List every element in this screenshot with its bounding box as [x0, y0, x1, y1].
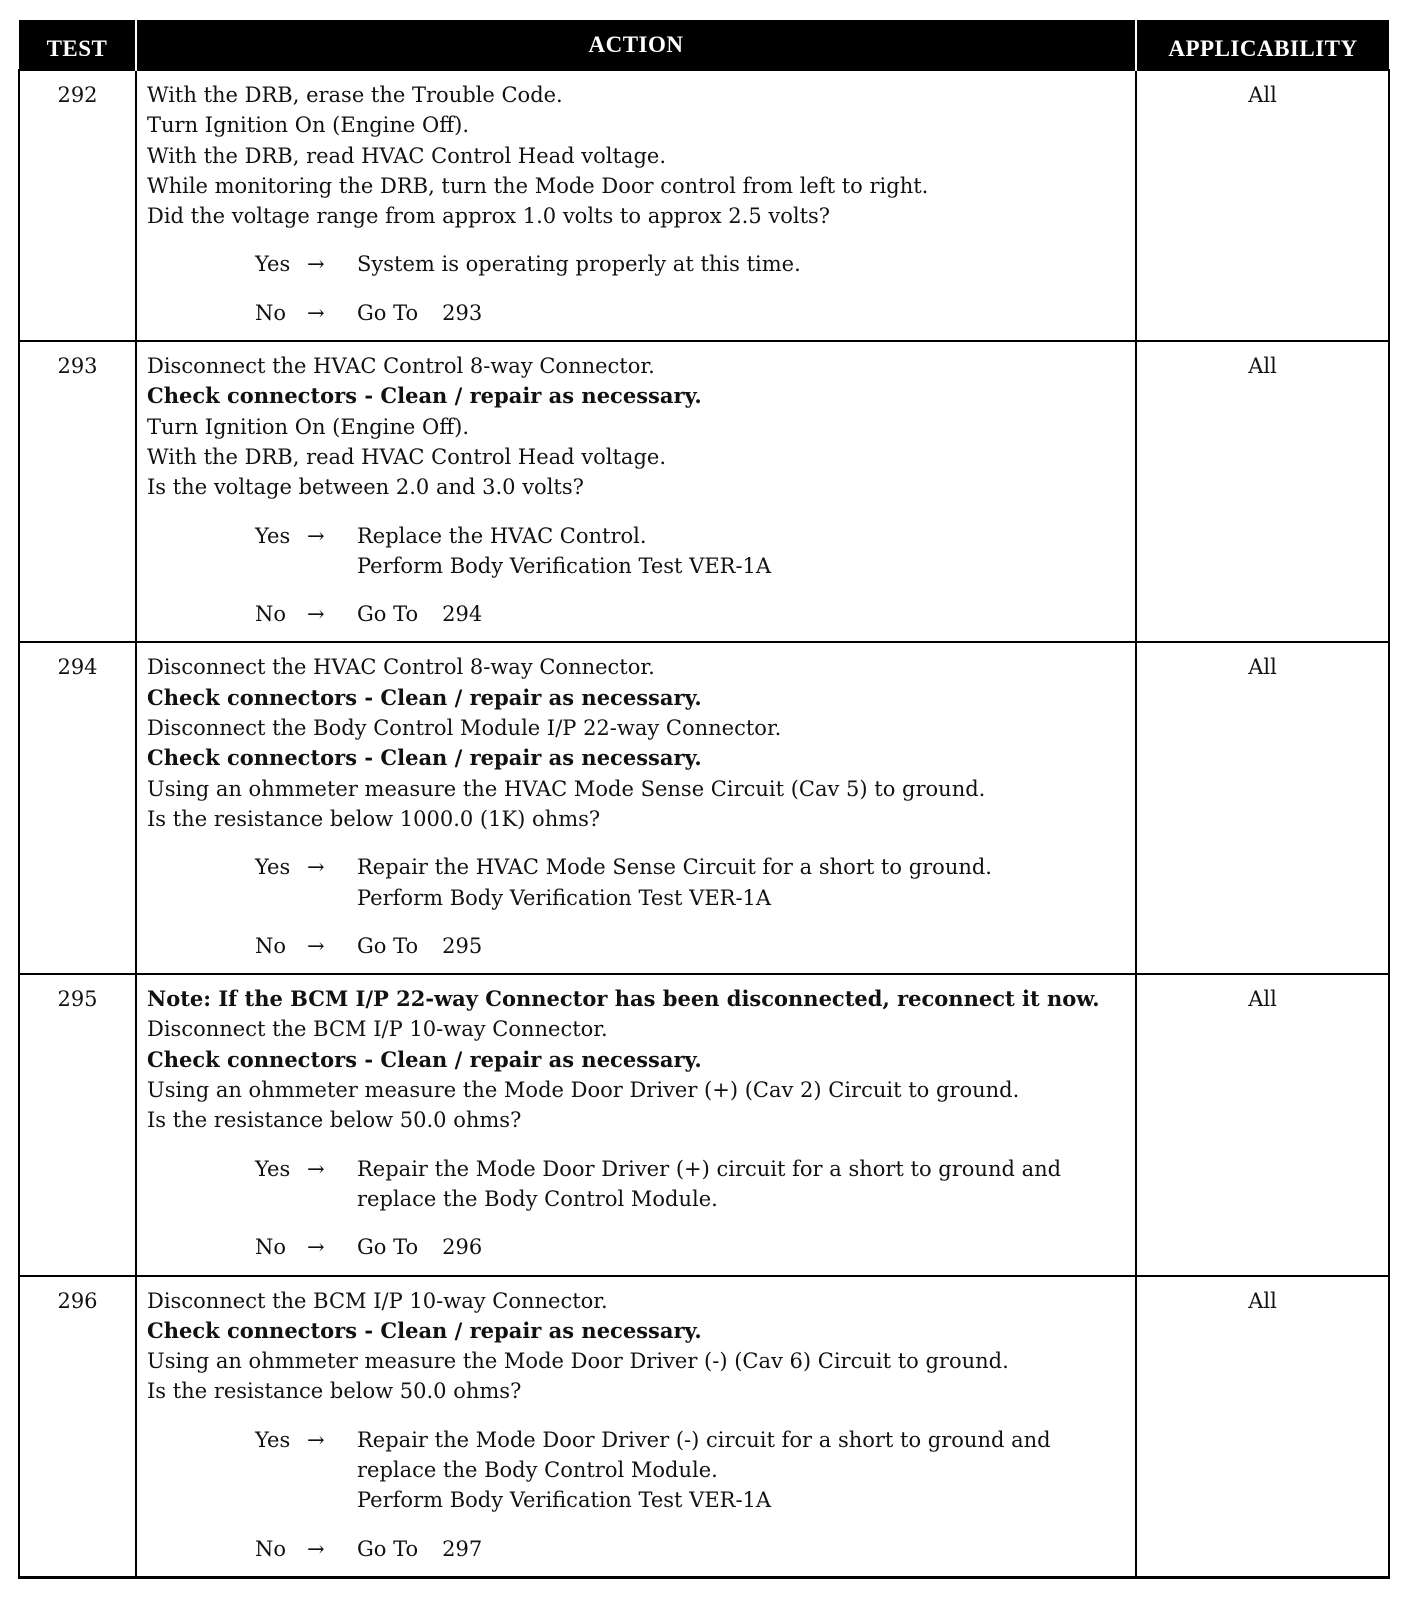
applicability-value: All — [1136, 1276, 1389, 1578]
no-result — [357, 1534, 1127, 1564]
yes-branch — [255, 852, 1127, 913]
action-step: Is the resistance below 50.0 ohms? — [147, 1108, 522, 1133]
applicability-value: All — [1136, 341, 1389, 642]
arrow-right-icon: → — [307, 602, 325, 627]
no-result — [357, 931, 1127, 961]
action-step: Disconnect the Body Control Module I/P 22-way Connector. — [147, 716, 782, 741]
no-result — [357, 1232, 1127, 1262]
answer-block — [147, 249, 1127, 328]
table-row — [19, 974, 1389, 1275]
arrow-right-icon: → — [307, 1235, 325, 1260]
action-step: With the DRB, read HVAC Control Head voltage. — [147, 143, 666, 168]
action-step: While monitoring the DRB, turn the Mode Door control from left to right. — [147, 173, 929, 198]
action-step-note: Note: If the BCM I/P 22-way Connector has been disconnected, reconnect it now. — [147, 986, 1100, 1012]
action-cell — [136, 1276, 1136, 1578]
action-step-note: Check connectors - Clean / repair as necessary. — [147, 383, 702, 409]
yes-result-line: Repair the HVAC Mode Sense Circuit for a short to ground. — [357, 855, 992, 880]
test-number: 292 — [19, 70, 136, 341]
applicability-value: All — [1136, 70, 1389, 341]
action-step: Disconnect the BCM I/P 10-way Connector. — [147, 1288, 608, 1313]
action-step: Is the resistance below 50.0 ohms? — [147, 1379, 522, 1404]
no-label: No — [255, 1235, 287, 1260]
table-row — [19, 1276, 1389, 1578]
header-action: ACTION — [136, 20, 1136, 70]
action-step: With the DRB, read HVAC Control Head voltage. — [147, 444, 666, 469]
goto-label: Go To — [357, 300, 419, 325]
diagnostic-test-table — [18, 20, 1390, 1579]
table-row — [19, 70, 1389, 341]
action-step-note: Check connectors - Clean / repair as necessary. — [147, 1046, 702, 1072]
yes-label: Yes — [255, 523, 291, 548]
no-label: No — [255, 933, 287, 958]
goto-test-number: 296 — [442, 1235, 483, 1260]
action-step: Did the voltage range from approx 1.0 volts to approx 2.5 volts? — [147, 204, 831, 229]
yes-result-line: System is operating properly at this time. — [357, 252, 801, 277]
yes-label: Yes — [255, 1427, 291, 1452]
no-branch — [255, 298, 1127, 328]
goto-label: Go To — [357, 602, 419, 627]
action-step: Is the voltage between 2.0 and 3.0 volts? — [147, 475, 584, 500]
action-step-note: Check connectors - Clean / repair as necessary. — [147, 684, 702, 710]
arrow-right-icon: → — [307, 300, 325, 325]
arrow-right-icon: → — [307, 1536, 325, 1561]
no-branch — [255, 1534, 1127, 1564]
header-test: TEST — [19, 20, 136, 70]
yes-result — [357, 1425, 1127, 1516]
table-row — [19, 642, 1389, 974]
yes-label: Yes — [255, 1156, 291, 1181]
yes-result-line: Perform Body Verification Test VER-1A — [357, 553, 772, 578]
goto-label: Go To — [357, 1536, 419, 1561]
goto-label: Go To — [357, 1235, 419, 1260]
action-cell — [136, 70, 1136, 341]
header-row — [19, 20, 1389, 70]
no-label: No — [255, 300, 287, 325]
arrow-right-icon: → — [307, 1156, 325, 1181]
goto-label: Go To — [357, 933, 419, 958]
yes-result-line: Repair the Mode Door Driver (+) circuit for a short to ground and replace the Body Control Module. — [357, 1156, 1062, 1211]
arrow-right-icon: → — [307, 252, 325, 277]
action-step: Disconnect the HVAC Control 8-way Connector. — [147, 354, 655, 379]
yes-branch — [255, 249, 1127, 279]
yes-label: Yes — [255, 252, 291, 277]
test-number: 294 — [19, 642, 136, 974]
diagnostic-procedure-document — [18, 20, 1390, 1579]
action-step: With the DRB, erase the Trouble Code. — [147, 83, 563, 107]
action-step-note: Check connectors - Clean / repair as necessary. — [147, 745, 702, 771]
yes-branch — [255, 1154, 1127, 1215]
goto-test-number: 294 — [442, 602, 483, 627]
no-branch — [255, 1232, 1127, 1262]
arrow-right-icon: → — [307, 1427, 325, 1452]
answer-block — [147, 521, 1127, 630]
no-branch — [255, 599, 1127, 629]
no-result — [357, 599, 1127, 629]
arrow-right-icon: → — [307, 523, 325, 548]
arrow-right-icon: → — [307, 933, 325, 958]
yes-result — [357, 852, 1127, 913]
action-step: Disconnect the HVAC Control 8-way Connector. — [147, 655, 655, 680]
action-step: Using an ohmmeter measure the Mode Door Driver (-) (Cav 6) Circuit to ground. — [147, 1349, 1009, 1374]
goto-test-number: 297 — [442, 1536, 483, 1561]
test-number: 295 — [19, 974, 136, 1275]
applicability-value: All — [1136, 974, 1389, 1275]
yes-branch — [255, 521, 1127, 582]
action-step: Using an ohmmeter measure the HVAC Mode Sense Circuit (Cav 5) to ground. — [147, 776, 986, 801]
yes-result-line: Replace the HVAC Control. — [357, 523, 647, 548]
yes-result-line: Perform Body Verification Test VER-1A — [357, 885, 772, 910]
table-row — [19, 341, 1389, 642]
no-label: No — [255, 1536, 287, 1561]
action-step: Is the resistance below 1000.0 (1K) ohms? — [147, 806, 601, 831]
yes-result — [357, 249, 1127, 279]
table-body — [19, 70, 1389, 1577]
yes-result-line: Repair the Mode Door Driver (-) circuit for a short to ground and replace the Body Control Module. — [357, 1427, 1051, 1482]
yes-result-line: Perform Body Verification Test VER-1A — [357, 1488, 772, 1513]
no-branch — [255, 931, 1127, 961]
goto-test-number: 293 — [442, 300, 483, 325]
no-result — [357, 298, 1127, 328]
yes-result — [357, 521, 1127, 582]
yes-result — [357, 1154, 1127, 1215]
applicability-value: All — [1136, 642, 1389, 974]
action-step: Using an ohmmeter measure the Mode Door Driver (+) (Cav 2) Circuit to ground. — [147, 1078, 1020, 1103]
answer-block — [147, 852, 1127, 961]
test-number: 296 — [19, 1276, 136, 1578]
action-cell — [136, 974, 1136, 1275]
table-header — [19, 20, 1389, 70]
action-cell — [136, 341, 1136, 642]
action-step-note: Check connectors - Clean / repair as necessary. — [147, 1317, 702, 1343]
no-label: No — [255, 602, 287, 627]
yes-label: Yes — [255, 855, 291, 880]
goto-test-number: 295 — [442, 933, 483, 958]
test-number: 293 — [19, 341, 136, 642]
header-applicability: APPLICABILITY — [1136, 20, 1389, 70]
action-step: Turn Ignition On (Engine Off). — [147, 414, 470, 439]
answer-block — [147, 1154, 1127, 1263]
arrow-right-icon: → — [307, 855, 325, 880]
action-cell — [136, 642, 1136, 974]
yes-branch — [255, 1425, 1127, 1516]
action-step: Disconnect the BCM I/P 10-way Connector. — [147, 1017, 608, 1042]
answer-block — [147, 1425, 1127, 1564]
action-step: Turn Ignition On (Engine Off). — [147, 113, 470, 138]
